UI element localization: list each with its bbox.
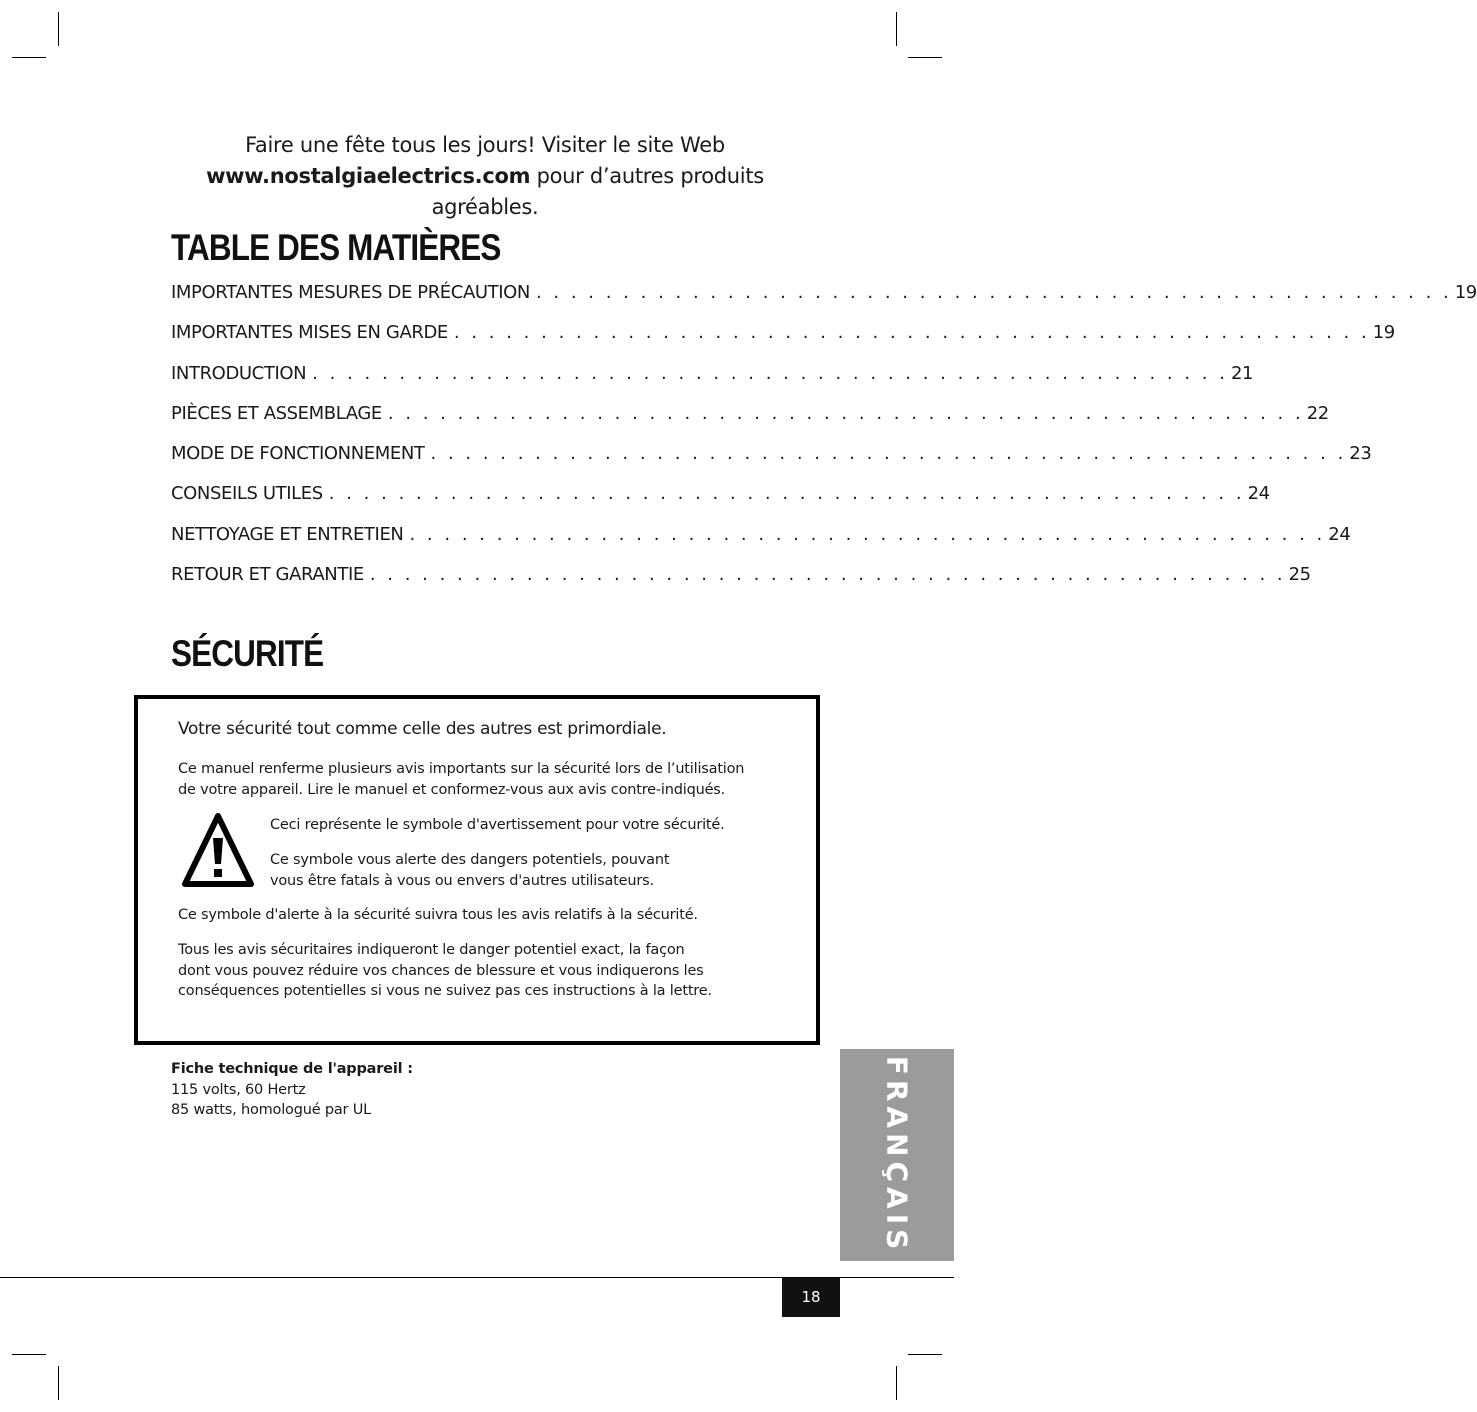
intro-line2	[150, 161, 820, 223]
intro-line2-rest: pour d’autres produits agréables.	[431, 164, 764, 219]
safety-paragraph: Ce symbole d'alerte à la sécurité suivra tous les avis relatifs à la sécurité.	[178, 907, 698, 923]
appliance-specs	[171, 1059, 413, 1121]
text-line: Ce symbole vous alerte des dangers potentiels, pouvant	[270, 852, 670, 868]
toc-item-title: MODE DE FONCTIONNEMENT	[171, 443, 425, 465]
intro-line1: Faire une fête tous les jours! Visiter le site Web	[245, 133, 725, 157]
intro-text	[150, 130, 820, 223]
toc-item-page: 19	[1372, 322, 1395, 344]
safety-lead: Votre sécurité tout comme celle des autres est primordiale.	[178, 719, 667, 739]
safety-paragraph	[178, 759, 744, 800]
toc-item-title: INTRODUCTION	[171, 362, 307, 384]
toc-item[interactable]	[171, 443, 1372, 483]
toc-item-page: 19	[1454, 282, 1477, 303]
toc-item-title: IMPORTANTES MESURES DE PRÉCAUTION	[171, 282, 530, 303]
safety-paragraph	[178, 940, 712, 1002]
toc-item-page: 24	[1247, 483, 1270, 505]
toc-item[interactable]	[171, 362, 1254, 403]
toc-item-title: CONSEILS UTILES	[171, 483, 323, 505]
text-line: conséquences potentielles si vous ne suivez pas ces instructions à la lettre.	[178, 983, 712, 999]
text-line: dont vous pouvez réduire vos chances de blessure et vous indiquerons les	[178, 962, 704, 979]
toc-item[interactable]	[171, 564, 1311, 604]
crop-mark	[58, 1366, 59, 1400]
toc-leader-dots: . . . . . . . . . . . . . . . . . . . . . . . . . . . . . . . . . . . . . . . . . . . . . . . . . . . . .	[312, 362, 1228, 384]
toc-item[interactable]	[171, 322, 1395, 362]
crop-mark	[896, 1366, 897, 1400]
toc-item-title: PIÈCES ET ASSEMBLAGE	[171, 402, 382, 424]
toc-leader-dots: . . . . . . . . . . . . . . . . . . . . . . . . . . . . . . . . . . . . . . . . . . . . . . . . . . . . .	[387, 402, 1304, 424]
icon-warning-text	[270, 850, 669, 891]
crop-mark	[58, 12, 59, 46]
warning-triangle-icon	[182, 812, 254, 888]
specs-title: Fiche technique de l'appareil :	[171, 1061, 413, 1077]
toc-leader-dots: . . . . . . . . . . . . . . . . . . . . . . . . . . . . . . . . . . . . . . . . . . . . . . . . . . . . .	[535, 282, 1452, 303]
website-link[interactable]: www.nostalgiaelectrics.com	[206, 164, 531, 188]
crop-mark	[908, 1354, 942, 1355]
toc-leader-dots: . . . . . . . . . . . . . . . . . . . . . . . . . . . . . . . . . . . . . . . . . . . . . . . . . . . . .	[409, 523, 1326, 545]
crop-mark	[12, 57, 46, 58]
toc-item[interactable]	[171, 523, 1351, 564]
text-line: vous être fatals à vous ou envers d'autres utilisateurs.	[270, 872, 654, 889]
safety-heading: SÉCURITÉ	[171, 633, 324, 674]
toc-leader-dots: . . . . . . . . . . . . . . . . . . . . . . . . . . . . . . . . . . . . . . . . . . . . . . . . . . . . .	[369, 564, 1286, 586]
text-line: Ce manuel renferme plusieurs avis importants sur la sécurité lors de l’utilisation	[178, 761, 745, 777]
toc-item[interactable]	[171, 402, 1329, 443]
toc-item-page: 23	[1349, 443, 1372, 465]
toc-leader-dots: . . . . . . . . . . . . . . . . . . . . . . . . . . . . . . . . . . . . . . . . . . . . . . . . . . . . .	[328, 483, 1245, 505]
toc-item[interactable]	[171, 483, 1270, 523]
language-label: FRANÇAIS	[880, 1055, 914, 1255]
toc-item[interactable]	[171, 282, 1477, 322]
toc-item-title: IMPORTANTES MISES EN GARDE	[171, 322, 448, 344]
specs-line: 85 watts, homologué par UL	[171, 1102, 371, 1118]
toc-heading: TABLE DES MATIÈRES	[171, 227, 501, 268]
toc-item-page: 21	[1230, 362, 1254, 384]
toc-item-title: NETTOYAGE ET ENTRETIEN	[171, 523, 404, 545]
toc-leader-dots: . . . . . . . . . . . . . . . . . . . . . . . . . . . . . . . . . . . . . . . . . . . . . . . . . . . . .	[453, 322, 1370, 344]
toc-item-page: 22	[1306, 402, 1329, 424]
safety-notice-box	[134, 695, 820, 1045]
specs-line: 115 volts, 60 Hertz	[171, 1081, 306, 1098]
crop-mark	[12, 1354, 46, 1355]
page-number: 18	[782, 1278, 840, 1317]
toc-item-page: 24	[1328, 523, 1351, 545]
text-line: Tous les avis sécuritaires indiqueront le danger potentiel exact, la façon	[178, 942, 685, 958]
crop-mark	[908, 57, 942, 58]
crop-mark	[896, 12, 897, 46]
text-line: de votre appareil. Lire le manuel et conformez-vous aux avis contre-indiqués.	[178, 781, 726, 798]
icon-description: Ceci représente le symbole d'avertissement pour votre sécurité.	[270, 817, 725, 833]
toc-item-title: RETOUR ET GARANTIE	[171, 564, 364, 586]
language-tab	[840, 1049, 954, 1261]
toc-leader-dots: . . . . . . . . . . . . . . . . . . . . . . . . . . . . . . . . . . . . . . . . . . . . . . . . . . . . .	[430, 443, 1347, 465]
table-of-contents	[171, 282, 1477, 604]
toc-item-page: 25	[1288, 564, 1311, 586]
